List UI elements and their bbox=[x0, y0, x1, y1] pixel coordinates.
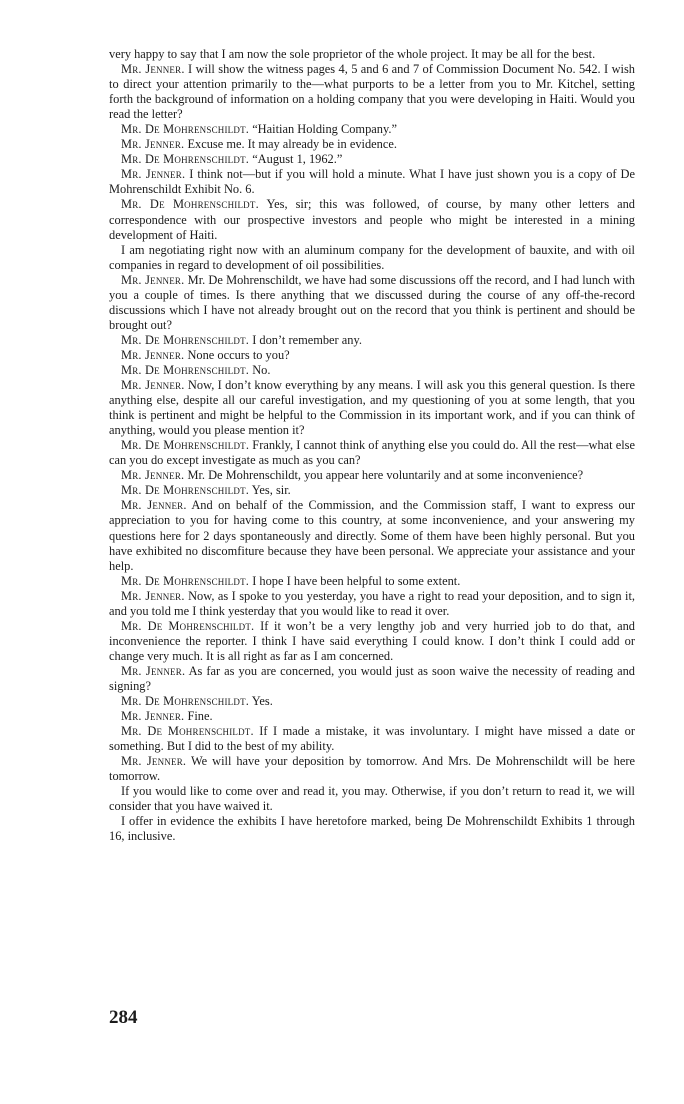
statement-text: And on behalf of the Commission, and the Commission staff, I want to express our appreciation to you for having come to this country, at some inconvenience, and your answering my questions here for 2 days spontaneously and directly. Some of them have been highly personal. But you have exhibited no discomfiture because they have been personal. We appreciate your assistance and your help. bbox=[109, 498, 635, 573]
speaker-name: Mr. Jenner. bbox=[121, 468, 185, 483]
transcript-body bbox=[109, 47, 635, 844]
statement-text: As far as you are concerned, you would just as soon waive the necessity of reading and signing? bbox=[109, 663, 635, 693]
statement-text: Yes, sir; this was followed, of course, by many other letters and correspondence with our prospective investors and people who might be interested in a mining development of Haiti. bbox=[109, 197, 636, 242]
statement-text: I will show the witness pages 4, 5 and 6 and 7 of Commission Document No. 542. I wish to direct your attention primarily to the—what purports to be a letter from you to Mr. Kitchel, setting forth the background of information on a holding company that you were developing in Haiti. Would you read the letter? bbox=[109, 62, 635, 122]
transcript-paragraph bbox=[109, 333, 635, 348]
statement-text: Mr. De Mohrenschildt, you appear here voluntarily and at some inconvenience? bbox=[187, 468, 584, 483]
transcript-paragraph bbox=[109, 694, 635, 709]
transcript-paragraph bbox=[109, 498, 635, 573]
statement-text: Yes. bbox=[251, 694, 273, 709]
transcript-paragraph bbox=[109, 378, 635, 438]
statement-text: “August 1, 1962.” bbox=[252, 152, 343, 167]
statement-text: Frankly, I cannot think of anything else you could do. All the rest—what else can you do except investigate as much as you can? bbox=[109, 438, 635, 468]
statement-text: I offer in evidence the exhibits I have heretofore marked, being De Mohrenschildt Exhibits 1 through 16, inclusive. bbox=[109, 814, 635, 844]
transcript-paragraph bbox=[109, 348, 635, 363]
statement-text: I think not—but if you will hold a minute. What I have just shown you is a copy of De Mohrenschildt Exhibit No. 6. bbox=[109, 167, 635, 197]
statement-text: I am negotiating right now with an aluminum company for the development of bauxite, and with oil companies in regard to development of oil possibilities. bbox=[109, 242, 635, 272]
speaker-name: Mr. Jenner. bbox=[121, 498, 187, 513]
speaker-name: Mr. Jenner. bbox=[121, 663, 186, 678]
transcript-paragraph bbox=[109, 62, 635, 122]
speaker-name: Mr. De Mohrenschildt. bbox=[121, 724, 254, 739]
speaker-name: Mr. Jenner. bbox=[121, 588, 185, 603]
transcript-paragraph bbox=[109, 152, 635, 167]
transcript-paragraph bbox=[109, 754, 635, 784]
transcript-paragraph bbox=[109, 47, 635, 62]
statement-text: None occurs to you? bbox=[187, 347, 290, 362]
statement-text: “Haitian Holding Company.” bbox=[252, 122, 397, 137]
speaker-name: Mr. De Mohrenschildt. bbox=[121, 618, 255, 633]
statement-text: Now, as I spoke to you yesterday, you have a right to read your deposition, and to sign it, and you told me I think yesterday that you would like to read it over. bbox=[109, 588, 635, 618]
statement-text: If you would like to come over and read it, you may. Otherwise, if you don’t return to read it, we will consider that you have waived it. bbox=[109, 784, 635, 814]
speaker-name: Mr. Jenner. bbox=[121, 378, 185, 393]
transcript-paragraph bbox=[109, 724, 635, 754]
statement-text: Excuse me. It may already be in evidence. bbox=[187, 137, 397, 152]
speaker-name: Mr. De Mohrenschildt. bbox=[121, 122, 250, 137]
transcript-paragraph bbox=[109, 197, 635, 242]
transcript-paragraph bbox=[109, 167, 635, 197]
transcript-paragraph bbox=[109, 468, 635, 483]
speaker-name: Mr. De Mohrenschildt. bbox=[121, 573, 250, 588]
speaker-name: Mr. Jenner. bbox=[121, 754, 187, 769]
transcript-paragraph bbox=[109, 664, 635, 694]
statement-text: I hope I have been helpful to some extent. bbox=[252, 573, 461, 588]
speaker-name: Mr. De Mohrenschildt. bbox=[121, 197, 259, 212]
statement-text: No. bbox=[252, 362, 271, 377]
speaker-name: Mr. Jenner. bbox=[121, 62, 185, 77]
transcript-paragraph bbox=[109, 589, 635, 619]
statement-text: very happy to say that I am now the sole proprietor of the whole project. It may be all for the best. bbox=[109, 47, 596, 61]
speaker-name: Mr. Jenner. bbox=[121, 272, 185, 287]
speaker-name: Mr. Jenner. bbox=[121, 167, 186, 182]
speaker-name: Mr. Jenner. bbox=[121, 347, 185, 362]
statement-text: If it won’t be a very lengthy job and very hurried job to do that, and inconvenience the reporter. I think I have said everything I could know. I don’t think I could add or change very much. It is all right as far as I am concerned. bbox=[109, 618, 635, 663]
transcript-paragraph bbox=[109, 243, 635, 273]
speaker-name: Mr. De Mohrenschildt. bbox=[121, 332, 250, 347]
speaker-name: Mr. Jenner. bbox=[121, 137, 185, 152]
transcript-paragraph bbox=[109, 709, 635, 724]
speaker-name: Mr. Jenner. bbox=[121, 709, 185, 724]
page-number: 284 bbox=[109, 1007, 138, 1028]
statement-text: Mr. De Mohrenschildt, we have had some discussions off the record, and I had lunch with you a couple of times. Is there anything that we discussed during the course of any off-the-record discussions which I have not already brought out on the record that you think is pertinent and should be brought out? bbox=[109, 272, 635, 332]
transcript-paragraph bbox=[109, 483, 635, 498]
speaker-name: Mr. De Mohrenschildt. bbox=[121, 362, 250, 377]
transcript-paragraph bbox=[109, 574, 635, 589]
speaker-name: Mr. De Mohrenschildt. bbox=[121, 694, 250, 709]
transcript-paragraph bbox=[109, 122, 635, 137]
transcript-paragraph bbox=[109, 784, 635, 814]
speaker-name: Mr. De Mohrenschildt. bbox=[121, 483, 250, 498]
transcript-paragraph bbox=[109, 619, 635, 664]
statement-text: If I made a mistake, it was involuntary. I might have missed a date or something. But I did to the best of my ability. bbox=[109, 724, 635, 754]
statement-text: Now, I don’t know everything by any means. I will ask you this general question. Is there anything else, despite all our careful investigation, and my questioning of you at some length, that you think is pertinent and might be helpful to the Commission in its important work, and if you can think of anything, would you please mention it? bbox=[109, 378, 635, 438]
speaker-name: Mr. De Mohrenschildt. bbox=[121, 152, 250, 167]
transcript-paragraph bbox=[109, 363, 635, 378]
transcript-paragraph bbox=[109, 438, 635, 468]
transcript-paragraph bbox=[109, 814, 635, 844]
transcript-paragraph bbox=[109, 273, 635, 333]
statement-text: Yes, sir. bbox=[251, 483, 291, 498]
speaker-name: Mr. De Mohrenschildt. bbox=[121, 438, 250, 453]
statement-text: I don’t remember any. bbox=[252, 332, 362, 347]
statement-text: Fine. bbox=[187, 709, 213, 724]
transcript-paragraph bbox=[109, 137, 635, 152]
statement-text: We will have your deposition by tomorrow. And Mrs. De Mohrenschildt will be here tomorrow. bbox=[109, 754, 635, 784]
